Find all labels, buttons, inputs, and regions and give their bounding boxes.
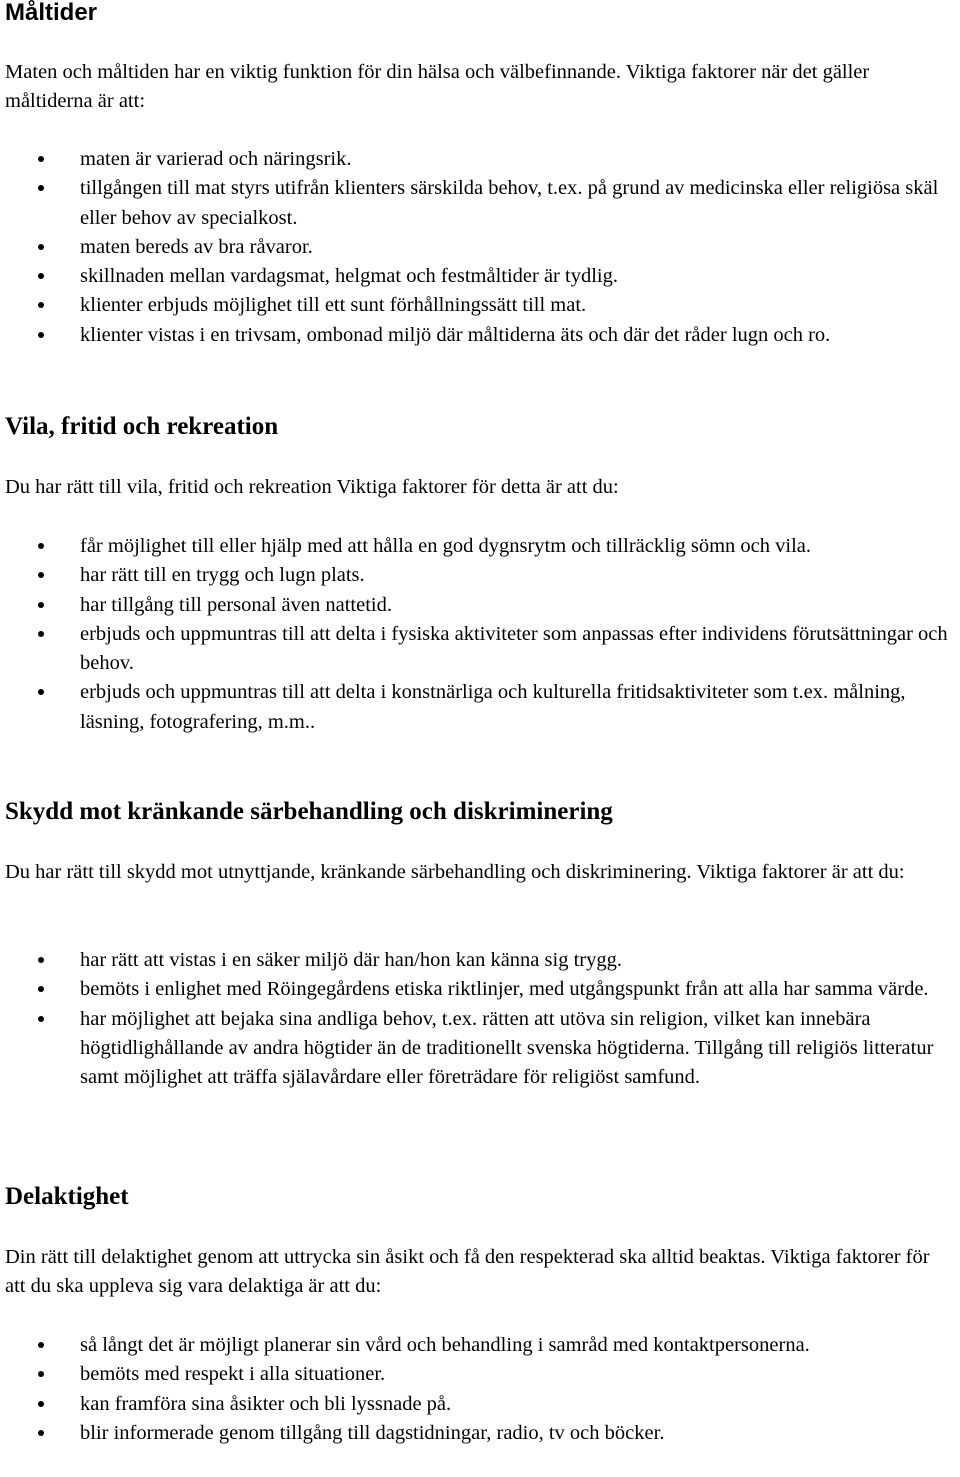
section-heading-maltider: Måltider: [5, 0, 98, 26]
bullet-icon: [38, 302, 44, 308]
bullet-icon: [38, 1430, 44, 1436]
bullet-icon: [38, 543, 44, 549]
bullet-icon: [38, 244, 44, 250]
list-item: erbjuds och uppmuntras till att delta i fysiska aktiviteter som anpassas efter individens förutsättningar och behov.: [0, 620, 955, 679]
bullet-icon: [38, 273, 44, 279]
list-item: maten är varierad och näringsrik.: [0, 145, 955, 174]
bullet-list: [0, 145, 960, 350]
bullet-icon: [38, 1016, 44, 1022]
section-intro: Du har rätt till skydd mot utnyttjande, kränkande särbehandling och diskriminering. Viktiga faktorer är att du:: [5, 861, 905, 883]
list-item: kan framföra sina åsikter och bli lyssnade på.: [0, 1390, 955, 1419]
list-item: har möjlighet att bejaka sina andliga behov, t.ex. rätten att utöva sin religion, vilket kan innebära högtidlighållande av andra högtider än de traditionellt svenska högtiderna. Tillgång till religiös litteratur samt möjlighet att träffa själavårdare eller företrädare för religiöst samfund.: [0, 1005, 955, 1093]
bullet-icon: [38, 572, 44, 578]
section-heading-skydd: Skydd mot kränkande särbehandling och diskriminering: [5, 798, 613, 825]
bullet-icon: [38, 332, 44, 338]
section-heading-vila: Vila, fritid och rekreation: [5, 413, 279, 440]
list-item: så långt det är möjligt planerar sin vård och behandling i samråd med kontaktpersonerna.: [0, 1331, 955, 1360]
bullet-icon: [38, 156, 44, 162]
bullet-icon: [38, 185, 44, 191]
section-intro: Du har rätt till vila, fritid och rekreation Viktiga faktorer för detta är att du:: [5, 476, 619, 498]
section-intro: Maten och måltiden har en viktig funktion för din hälsa och välbefinnande. Viktiga faktorer när det gäller måltiderna är att:: [5, 61, 870, 113]
bullet-icon: [38, 1342, 44, 1348]
list-item: blir informerade genom tillgång till dagstidningar, radio, tv och böcker.: [0, 1419, 955, 1448]
list-item: skillnaden mellan vardagsmat, helgmat och festmåltider är tydlig.: [0, 262, 955, 291]
bullet-icon: [38, 986, 44, 992]
list-item: får möjlighet till eller hjälp med att hålla en god dygnsrytm och tillräcklig sömn och vila.: [0, 532, 955, 561]
list-item: erbjuds och uppmuntras till att delta i konstnärliga och kulturella fritidsaktiviteter som t.ex. målning, läsning, fotografering, m.m..: [0, 678, 955, 737]
list-item: klienter vistas i en trivsam, ombonad miljö där måltiderna äts och där det råder lugn och ro.: [0, 321, 955, 350]
list-item: har tillgång till personal även nattetid.: [0, 591, 955, 620]
bullet-list: [0, 532, 960, 737]
section-heading-delaktighet: Delaktighet: [5, 1183, 129, 1210]
list-item: maten bereds av bra råvaror.: [0, 233, 955, 262]
list-item: tillgången till mat styrs utifrån klienters särskilda behov, t.ex. på grund av medicinska eller religiösa skäl eller behov av specialkost.: [0, 174, 955, 233]
bullet-icon: [38, 1401, 44, 1407]
bullet-icon: [38, 957, 44, 963]
bullet-list: [0, 1331, 960, 1448]
section-intro: Din rätt till delaktighet genom att uttrycka sin åsikt och få den respekterad ska alltid beaktas. Viktiga faktorer för att du ska uppleva sig vara delaktiga är att du:: [5, 1246, 930, 1298]
bullet-icon: [38, 631, 44, 637]
bullet-list: [0, 946, 960, 1092]
list-item: bemöts i enlighet med Röingegårdens etiska riktlinjer, med utgångspunkt från att alla har samma värde.: [0, 975, 955, 1004]
list-item: har rätt till en trygg och lugn plats.: [0, 561, 955, 590]
list-item: klienter erbjuds möjlighet till ett sunt förhållningssätt till mat.: [0, 291, 955, 320]
bullet-icon: [38, 1371, 44, 1377]
list-item: bemöts med respekt i alla situationer.: [0, 1360, 955, 1389]
bullet-icon: [38, 602, 44, 608]
bullet-icon: [38, 689, 44, 695]
list-item: har rätt att vistas i en säker miljö där han/hon kan känna sig trygg.: [0, 946, 955, 975]
